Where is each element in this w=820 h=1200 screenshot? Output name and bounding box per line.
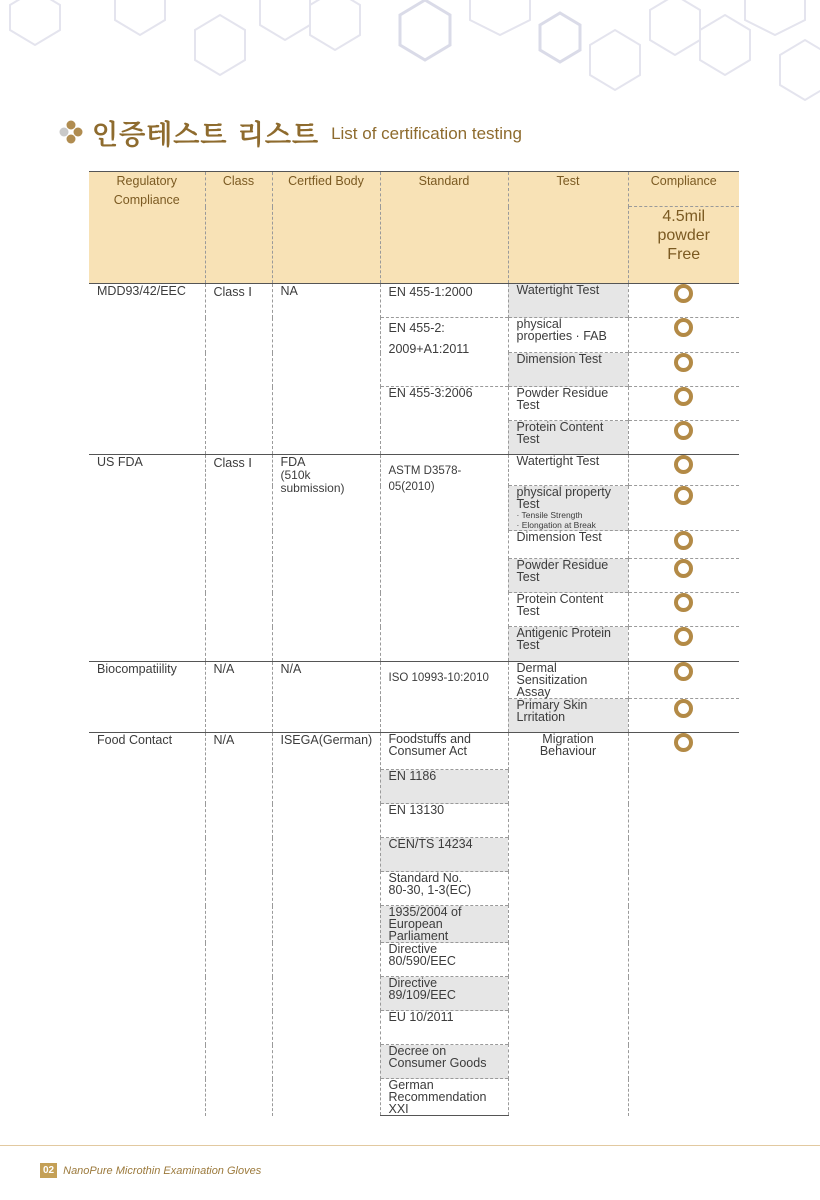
cell-body-mdd: NA xyxy=(272,284,380,455)
circle-mark-icon xyxy=(674,353,693,372)
compliance-cell xyxy=(628,486,739,531)
compliance-cell xyxy=(628,318,739,353)
cell-test: physical properties · FAB xyxy=(508,318,628,353)
header-product: 4.5mil powder Free xyxy=(628,207,739,284)
cell-class-mdd: Class Ⅰ xyxy=(205,284,272,455)
circle-mark-icon xyxy=(674,662,693,681)
page-heading xyxy=(58,112,522,152)
cell-test: Dimension Test xyxy=(508,531,628,559)
cell-test: Primary Skin Lrritation xyxy=(508,699,628,733)
cell-standard-food: Directive 80/590/EEC xyxy=(380,943,508,977)
cell-body-food: ISEGA(German) xyxy=(272,733,380,1116)
circle-mark-icon xyxy=(674,284,693,303)
cell-standard-mdd-3: EN 455-3:2006 xyxy=(380,387,508,455)
circle-mark-icon xyxy=(674,421,693,440)
footer-divider xyxy=(0,1145,820,1146)
cell-test: Dimension Test xyxy=(508,353,628,387)
cell-standard-mdd-2 xyxy=(380,318,508,387)
header-compliance: Compliance xyxy=(628,172,739,207)
cell-regulatory-fda: US FDA xyxy=(89,455,205,662)
compliance-cell xyxy=(628,455,739,486)
circle-mark-icon xyxy=(674,733,693,752)
compliance-cell xyxy=(628,662,739,699)
compliance-cell xyxy=(628,627,739,662)
test-physical-sub-2: · Elongation at Break xyxy=(516,520,596,530)
header-class: Class xyxy=(205,172,272,284)
cell-body-fda xyxy=(272,455,380,662)
compliance-cell xyxy=(628,353,739,387)
test-physical-label: physical property Test xyxy=(516,485,611,511)
cell-standard-food: CEN/TS 14234 xyxy=(380,838,508,872)
circle-mark-icon xyxy=(674,318,693,337)
standard-text: EN 455-2: 2009+A1:2011 xyxy=(388,321,470,356)
circle-mark-icon xyxy=(674,699,693,718)
cell-test: Protein Content Test xyxy=(508,593,628,627)
cell-test: Antigenic Protein Test xyxy=(508,627,628,662)
circle-mark-icon xyxy=(674,486,693,505)
circle-mark-icon xyxy=(674,531,693,550)
cell-test-physical xyxy=(508,486,628,531)
circle-mark-icon xyxy=(674,387,693,406)
cell-standard-mdd-1: EN 455-1:2000 xyxy=(380,284,508,318)
title-english: List of certification testing xyxy=(331,123,522,143)
compliance-cell xyxy=(628,284,739,318)
header-body: Certfied Body xyxy=(272,172,380,284)
background-hexagon-pattern xyxy=(0,0,820,115)
cell-standard-food: 1935/2004 of European Parliament xyxy=(380,906,508,943)
header-standard: Standard xyxy=(380,172,508,284)
cell-test: Watertight Test xyxy=(508,284,628,318)
cell-regulatory-food: Food Contact xyxy=(89,733,205,1116)
cell-test: Protein Content Test xyxy=(508,421,628,455)
cell-standard-food xyxy=(380,872,508,906)
compliance-cell xyxy=(628,559,739,593)
cell-standard-fda: ASTM D3578-05(2010) xyxy=(380,455,508,662)
test-food-text: Migration Behaviour xyxy=(539,732,597,758)
standard-text: Standard No. 80-30, 1-3(EC) xyxy=(388,871,472,897)
page-number: 02 xyxy=(40,1163,57,1178)
cell-test: Powder Residue Test xyxy=(508,559,628,593)
cell-class-fda: Class Ⅰ xyxy=(205,455,272,662)
body-fda-sub: (510k submission) xyxy=(280,468,345,495)
page-footer xyxy=(40,1163,261,1178)
header-test: Test xyxy=(508,172,628,284)
cell-standard-food: Directive 89/109/EEC xyxy=(380,977,508,1011)
circle-mark-icon xyxy=(674,455,693,474)
compliance-cell xyxy=(628,421,739,455)
cell-standard-bio: ISO 10993-10:2010 xyxy=(380,662,508,733)
cell-standard-food: EU 10/2011 xyxy=(380,1011,508,1045)
cell-standard-food: EN 13130 xyxy=(380,804,508,838)
cell-body-bio: N/A xyxy=(272,662,380,733)
cell-test: Watertight Test xyxy=(508,455,628,486)
cell-standard-food: Foodstuffs and Consumer Act xyxy=(380,733,508,770)
certification-table xyxy=(89,171,739,1116)
cell-regulatory-bio: Biocompatiility xyxy=(89,662,205,733)
circle-mark-icon xyxy=(674,627,693,646)
cell-regulatory-mdd: MDD93/42/EEC xyxy=(89,284,205,455)
cell-class-food: N/A xyxy=(205,733,272,1116)
footer-text: NanoPure Microthin Examination Gloves xyxy=(63,1164,262,1177)
test-physical-sub-1: · Tensile Strength xyxy=(516,510,583,520)
body-fda-name: FDA xyxy=(280,455,306,469)
compliance-cell xyxy=(628,733,739,1116)
circle-mark-icon xyxy=(674,559,693,578)
cell-standard-food: EN 1186 xyxy=(380,770,508,804)
compliance-cell xyxy=(628,387,739,421)
compliance-cell xyxy=(628,699,739,733)
cell-standard-food: Decree on Consumer Goods xyxy=(380,1045,508,1079)
title-korean: 인증테스트 리스트 xyxy=(92,119,320,151)
cell-test-food xyxy=(508,733,628,1116)
cell-standard-food: German Recommendation XXI xyxy=(380,1079,508,1116)
header-regulatory: Regulatory Compliance xyxy=(89,172,205,284)
compliance-cell xyxy=(628,531,739,559)
cell-test: Dermal Sensitization Assay xyxy=(508,662,628,699)
cell-class-bio: N/A xyxy=(205,662,272,733)
circle-mark-icon xyxy=(674,593,693,612)
compliance-cell xyxy=(628,593,739,627)
flower-dots-icon xyxy=(58,119,84,145)
cell-test: Powder Residue Test xyxy=(508,387,628,421)
